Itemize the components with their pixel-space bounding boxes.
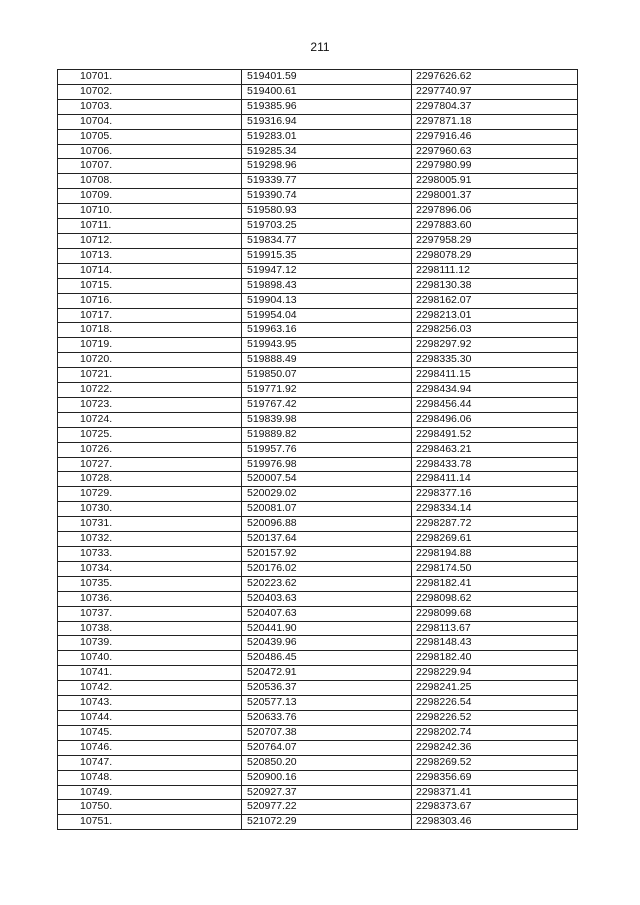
point-number-cell: 10710.	[58, 204, 242, 219]
x-coordinate-cell: 519385.96	[242, 99, 412, 114]
point-number-cell: 10713.	[58, 248, 242, 263]
point-number-cell: 10725.	[58, 427, 242, 442]
point-number-cell: 10711.	[58, 219, 242, 234]
y-coordinate-cell: 2298078.29	[412, 248, 578, 263]
x-coordinate-cell: 519316.94	[242, 114, 412, 129]
table-row	[58, 785, 578, 800]
x-coordinate-cell: 519580.93	[242, 204, 412, 219]
y-coordinate-cell: 2298456.44	[412, 397, 578, 412]
point-number-cell: 10732.	[58, 532, 242, 547]
table-row	[58, 725, 578, 740]
y-coordinate-cell: 2298491.52	[412, 427, 578, 442]
y-coordinate-cell: 2298434.94	[412, 383, 578, 398]
point-number-cell: 10748.	[58, 770, 242, 785]
x-coordinate-cell: 519915.35	[242, 248, 412, 263]
table-row	[58, 666, 578, 681]
y-coordinate-cell: 2298269.52	[412, 755, 578, 770]
point-number-cell: 10727.	[58, 457, 242, 472]
table-row	[58, 547, 578, 562]
table-row	[58, 815, 578, 830]
y-coordinate-cell: 2298373.67	[412, 800, 578, 815]
table-row	[58, 472, 578, 487]
y-coordinate-cell: 2297980.99	[412, 159, 578, 174]
y-coordinate-cell: 2298377.16	[412, 487, 578, 502]
point-number-cell: 10750.	[58, 800, 242, 815]
x-coordinate-cell: 520081.07	[242, 502, 412, 517]
table-row	[58, 353, 578, 368]
x-coordinate-cell: 520029.02	[242, 487, 412, 502]
table-row	[58, 412, 578, 427]
table-row	[58, 383, 578, 398]
table-row	[58, 606, 578, 621]
y-coordinate-cell: 2298356.69	[412, 770, 578, 785]
table-row	[58, 591, 578, 606]
y-coordinate-cell: 2298256.03	[412, 323, 578, 338]
y-coordinate-cell: 2298194.88	[412, 547, 578, 562]
table-row	[58, 532, 578, 547]
table-row	[58, 204, 578, 219]
y-coordinate-cell: 2298242.36	[412, 740, 578, 755]
x-coordinate-cell: 519771.92	[242, 383, 412, 398]
y-coordinate-cell: 2298496.06	[412, 412, 578, 427]
table-row	[58, 144, 578, 159]
y-coordinate-cell: 2298297.92	[412, 338, 578, 353]
x-coordinate-cell: 519904.13	[242, 293, 412, 308]
x-coordinate-cell: 520536.37	[242, 681, 412, 696]
x-coordinate-cell: 519976.98	[242, 457, 412, 472]
point-number-cell: 10740.	[58, 651, 242, 666]
point-number-cell: 10751.	[58, 815, 242, 830]
y-coordinate-cell: 2297626.62	[412, 70, 578, 85]
point-number-cell: 10731.	[58, 517, 242, 532]
point-number-cell: 10733.	[58, 547, 242, 562]
y-coordinate-cell: 2298241.25	[412, 681, 578, 696]
point-number-cell: 10708.	[58, 174, 242, 189]
x-coordinate-cell: 520176.02	[242, 561, 412, 576]
x-coordinate-cell: 519839.98	[242, 412, 412, 427]
point-number-cell: 10741.	[58, 666, 242, 681]
table-row	[58, 368, 578, 383]
x-coordinate-cell: 520764.07	[242, 740, 412, 755]
table-row	[58, 323, 578, 338]
x-coordinate-cell: 520977.22	[242, 800, 412, 815]
y-coordinate-cell: 2298099.68	[412, 606, 578, 621]
x-coordinate-cell: 519703.25	[242, 219, 412, 234]
point-number-cell: 10702.	[58, 84, 242, 99]
table-row	[58, 517, 578, 532]
y-coordinate-cell: 2298130.38	[412, 278, 578, 293]
y-coordinate-cell: 2297896.06	[412, 204, 578, 219]
y-coordinate-cell: 2298001.37	[412, 189, 578, 204]
table-row	[58, 770, 578, 785]
table-row	[58, 174, 578, 189]
point-number-cell: 10704.	[58, 114, 242, 129]
x-coordinate-cell: 519943.95	[242, 338, 412, 353]
x-coordinate-cell: 521072.29	[242, 815, 412, 830]
y-coordinate-cell: 2298182.41	[412, 576, 578, 591]
table-row	[58, 457, 578, 472]
x-coordinate-cell: 519767.42	[242, 397, 412, 412]
x-coordinate-cell: 519390.74	[242, 189, 412, 204]
point-number-cell: 10719.	[58, 338, 242, 353]
table-row	[58, 293, 578, 308]
table-row	[58, 397, 578, 412]
y-coordinate-cell: 2298111.12	[412, 263, 578, 278]
point-number-cell: 10743.	[58, 696, 242, 711]
point-number-cell: 10701.	[58, 70, 242, 85]
coordinate-rows	[58, 70, 578, 830]
point-number-cell: 10714.	[58, 263, 242, 278]
y-coordinate-cell: 2297740.97	[412, 84, 578, 99]
x-coordinate-cell: 520157.92	[242, 547, 412, 562]
point-number-cell: 10715.	[58, 278, 242, 293]
x-coordinate-cell: 519401.59	[242, 70, 412, 85]
point-number-cell: 10705.	[58, 129, 242, 144]
point-number-cell: 10747.	[58, 755, 242, 770]
point-number-cell: 10707.	[58, 159, 242, 174]
y-coordinate-cell: 2297804.37	[412, 99, 578, 114]
y-coordinate-cell: 2298463.21	[412, 442, 578, 457]
y-coordinate-cell: 2298229.94	[412, 666, 578, 681]
y-coordinate-cell: 2297871.18	[412, 114, 578, 129]
point-number-cell: 10703.	[58, 99, 242, 114]
x-coordinate-cell: 520900.16	[242, 770, 412, 785]
x-coordinate-cell: 520577.13	[242, 696, 412, 711]
x-coordinate-cell: 519963.16	[242, 323, 412, 338]
y-coordinate-cell: 2298202.74	[412, 725, 578, 740]
table-row	[58, 800, 578, 815]
point-number-cell: 10728.	[58, 472, 242, 487]
x-coordinate-cell: 519400.61	[242, 84, 412, 99]
table-row	[58, 755, 578, 770]
point-number-cell: 10739.	[58, 636, 242, 651]
coordinate-table	[57, 69, 578, 830]
y-coordinate-cell: 2298411.14	[412, 472, 578, 487]
point-number-cell: 10745.	[58, 725, 242, 740]
y-coordinate-cell: 2298411.15	[412, 368, 578, 383]
point-number-cell: 10744.	[58, 710, 242, 725]
point-number-cell: 10724.	[58, 412, 242, 427]
x-coordinate-cell: 519947.12	[242, 263, 412, 278]
y-coordinate-cell: 2298174.50	[412, 561, 578, 576]
y-coordinate-cell: 2297916.46	[412, 129, 578, 144]
x-coordinate-cell: 520137.64	[242, 532, 412, 547]
x-coordinate-cell: 520223.62	[242, 576, 412, 591]
x-coordinate-cell: 520096.88	[242, 517, 412, 532]
y-coordinate-cell: 2298213.01	[412, 308, 578, 323]
y-coordinate-cell: 2298269.61	[412, 532, 578, 547]
table-row	[58, 696, 578, 711]
point-number-cell: 10737.	[58, 606, 242, 621]
y-coordinate-cell: 2298287.72	[412, 517, 578, 532]
y-coordinate-cell: 2298226.52	[412, 710, 578, 725]
y-coordinate-cell: 2298113.67	[412, 621, 578, 636]
x-coordinate-cell: 520927.37	[242, 785, 412, 800]
table-row	[58, 129, 578, 144]
y-coordinate-cell: 2298226.54	[412, 696, 578, 711]
table-row	[58, 278, 578, 293]
table-row	[58, 70, 578, 85]
table-row	[58, 561, 578, 576]
table-row	[58, 681, 578, 696]
y-coordinate-cell: 2297883.60	[412, 219, 578, 234]
point-number-cell: 10706.	[58, 144, 242, 159]
point-number-cell: 10721.	[58, 368, 242, 383]
x-coordinate-cell: 519898.43	[242, 278, 412, 293]
y-coordinate-cell: 2298433.78	[412, 457, 578, 472]
x-coordinate-cell: 519339.77	[242, 174, 412, 189]
point-number-cell: 10730.	[58, 502, 242, 517]
x-coordinate-cell: 520486.45	[242, 651, 412, 666]
table-row	[58, 487, 578, 502]
point-number-cell: 10742.	[58, 681, 242, 696]
x-coordinate-cell: 519298.96	[242, 159, 412, 174]
x-coordinate-cell: 520403.63	[242, 591, 412, 606]
table-row	[58, 651, 578, 666]
table-row	[58, 636, 578, 651]
table-row	[58, 427, 578, 442]
x-coordinate-cell: 519889.82	[242, 427, 412, 442]
y-coordinate-cell: 2298371.41	[412, 785, 578, 800]
x-coordinate-cell: 519888.49	[242, 353, 412, 368]
table-row	[58, 248, 578, 263]
table-row	[58, 99, 578, 114]
point-number-cell: 10735.	[58, 576, 242, 591]
y-coordinate-cell: 2298005.91	[412, 174, 578, 189]
point-number-cell: 10729.	[58, 487, 242, 502]
table-row	[58, 114, 578, 129]
point-number-cell: 10722.	[58, 383, 242, 398]
point-number-cell: 10709.	[58, 189, 242, 204]
x-coordinate-cell: 519954.04	[242, 308, 412, 323]
x-coordinate-cell: 520707.38	[242, 725, 412, 740]
x-coordinate-cell: 519957.76	[242, 442, 412, 457]
table-row	[58, 576, 578, 591]
table-row	[58, 338, 578, 353]
point-number-cell: 10726.	[58, 442, 242, 457]
x-coordinate-cell: 519283.01	[242, 129, 412, 144]
point-number-cell: 10718.	[58, 323, 242, 338]
x-coordinate-cell: 519850.07	[242, 368, 412, 383]
point-number-cell: 10736.	[58, 591, 242, 606]
page-number: 211	[310, 40, 330, 54]
y-coordinate-cell: 2298148.43	[412, 636, 578, 651]
table-row	[58, 219, 578, 234]
y-coordinate-cell: 2298303.46	[412, 815, 578, 830]
y-coordinate-cell: 2298162.07	[412, 293, 578, 308]
x-coordinate-cell: 520439.96	[242, 636, 412, 651]
y-coordinate-cell: 2298182.40	[412, 651, 578, 666]
point-number-cell: 10712.	[58, 233, 242, 248]
table-row	[58, 740, 578, 755]
y-coordinate-cell: 2297960.63	[412, 144, 578, 159]
table-row	[58, 442, 578, 457]
x-coordinate-cell: 520407.63	[242, 606, 412, 621]
point-number-cell: 10746.	[58, 740, 242, 755]
table-row	[58, 159, 578, 174]
y-coordinate-cell: 2298098.62	[412, 591, 578, 606]
y-coordinate-cell: 2297958.29	[412, 233, 578, 248]
x-coordinate-cell: 520850.20	[242, 755, 412, 770]
point-number-cell: 10749.	[58, 785, 242, 800]
point-number-cell: 10717.	[58, 308, 242, 323]
x-coordinate-cell: 520633.76	[242, 710, 412, 725]
table-row	[58, 710, 578, 725]
point-number-cell: 10716.	[58, 293, 242, 308]
table-row	[58, 502, 578, 517]
point-number-cell: 10738.	[58, 621, 242, 636]
x-coordinate-cell: 520007.54	[242, 472, 412, 487]
point-number-cell: 10734.	[58, 561, 242, 576]
table-row	[58, 84, 578, 99]
y-coordinate-cell: 2298334.14	[412, 502, 578, 517]
x-coordinate-cell: 520472.91	[242, 666, 412, 681]
table-row	[58, 308, 578, 323]
table-row	[58, 233, 578, 248]
table-row	[58, 621, 578, 636]
y-coordinate-cell: 2298335.30	[412, 353, 578, 368]
table-row	[58, 263, 578, 278]
table-row	[58, 189, 578, 204]
x-coordinate-cell: 519834.77	[242, 233, 412, 248]
point-number-cell: 10720.	[58, 353, 242, 368]
x-coordinate-cell: 519285.34	[242, 144, 412, 159]
point-number-cell: 10723.	[58, 397, 242, 412]
x-coordinate-cell: 520441.90	[242, 621, 412, 636]
